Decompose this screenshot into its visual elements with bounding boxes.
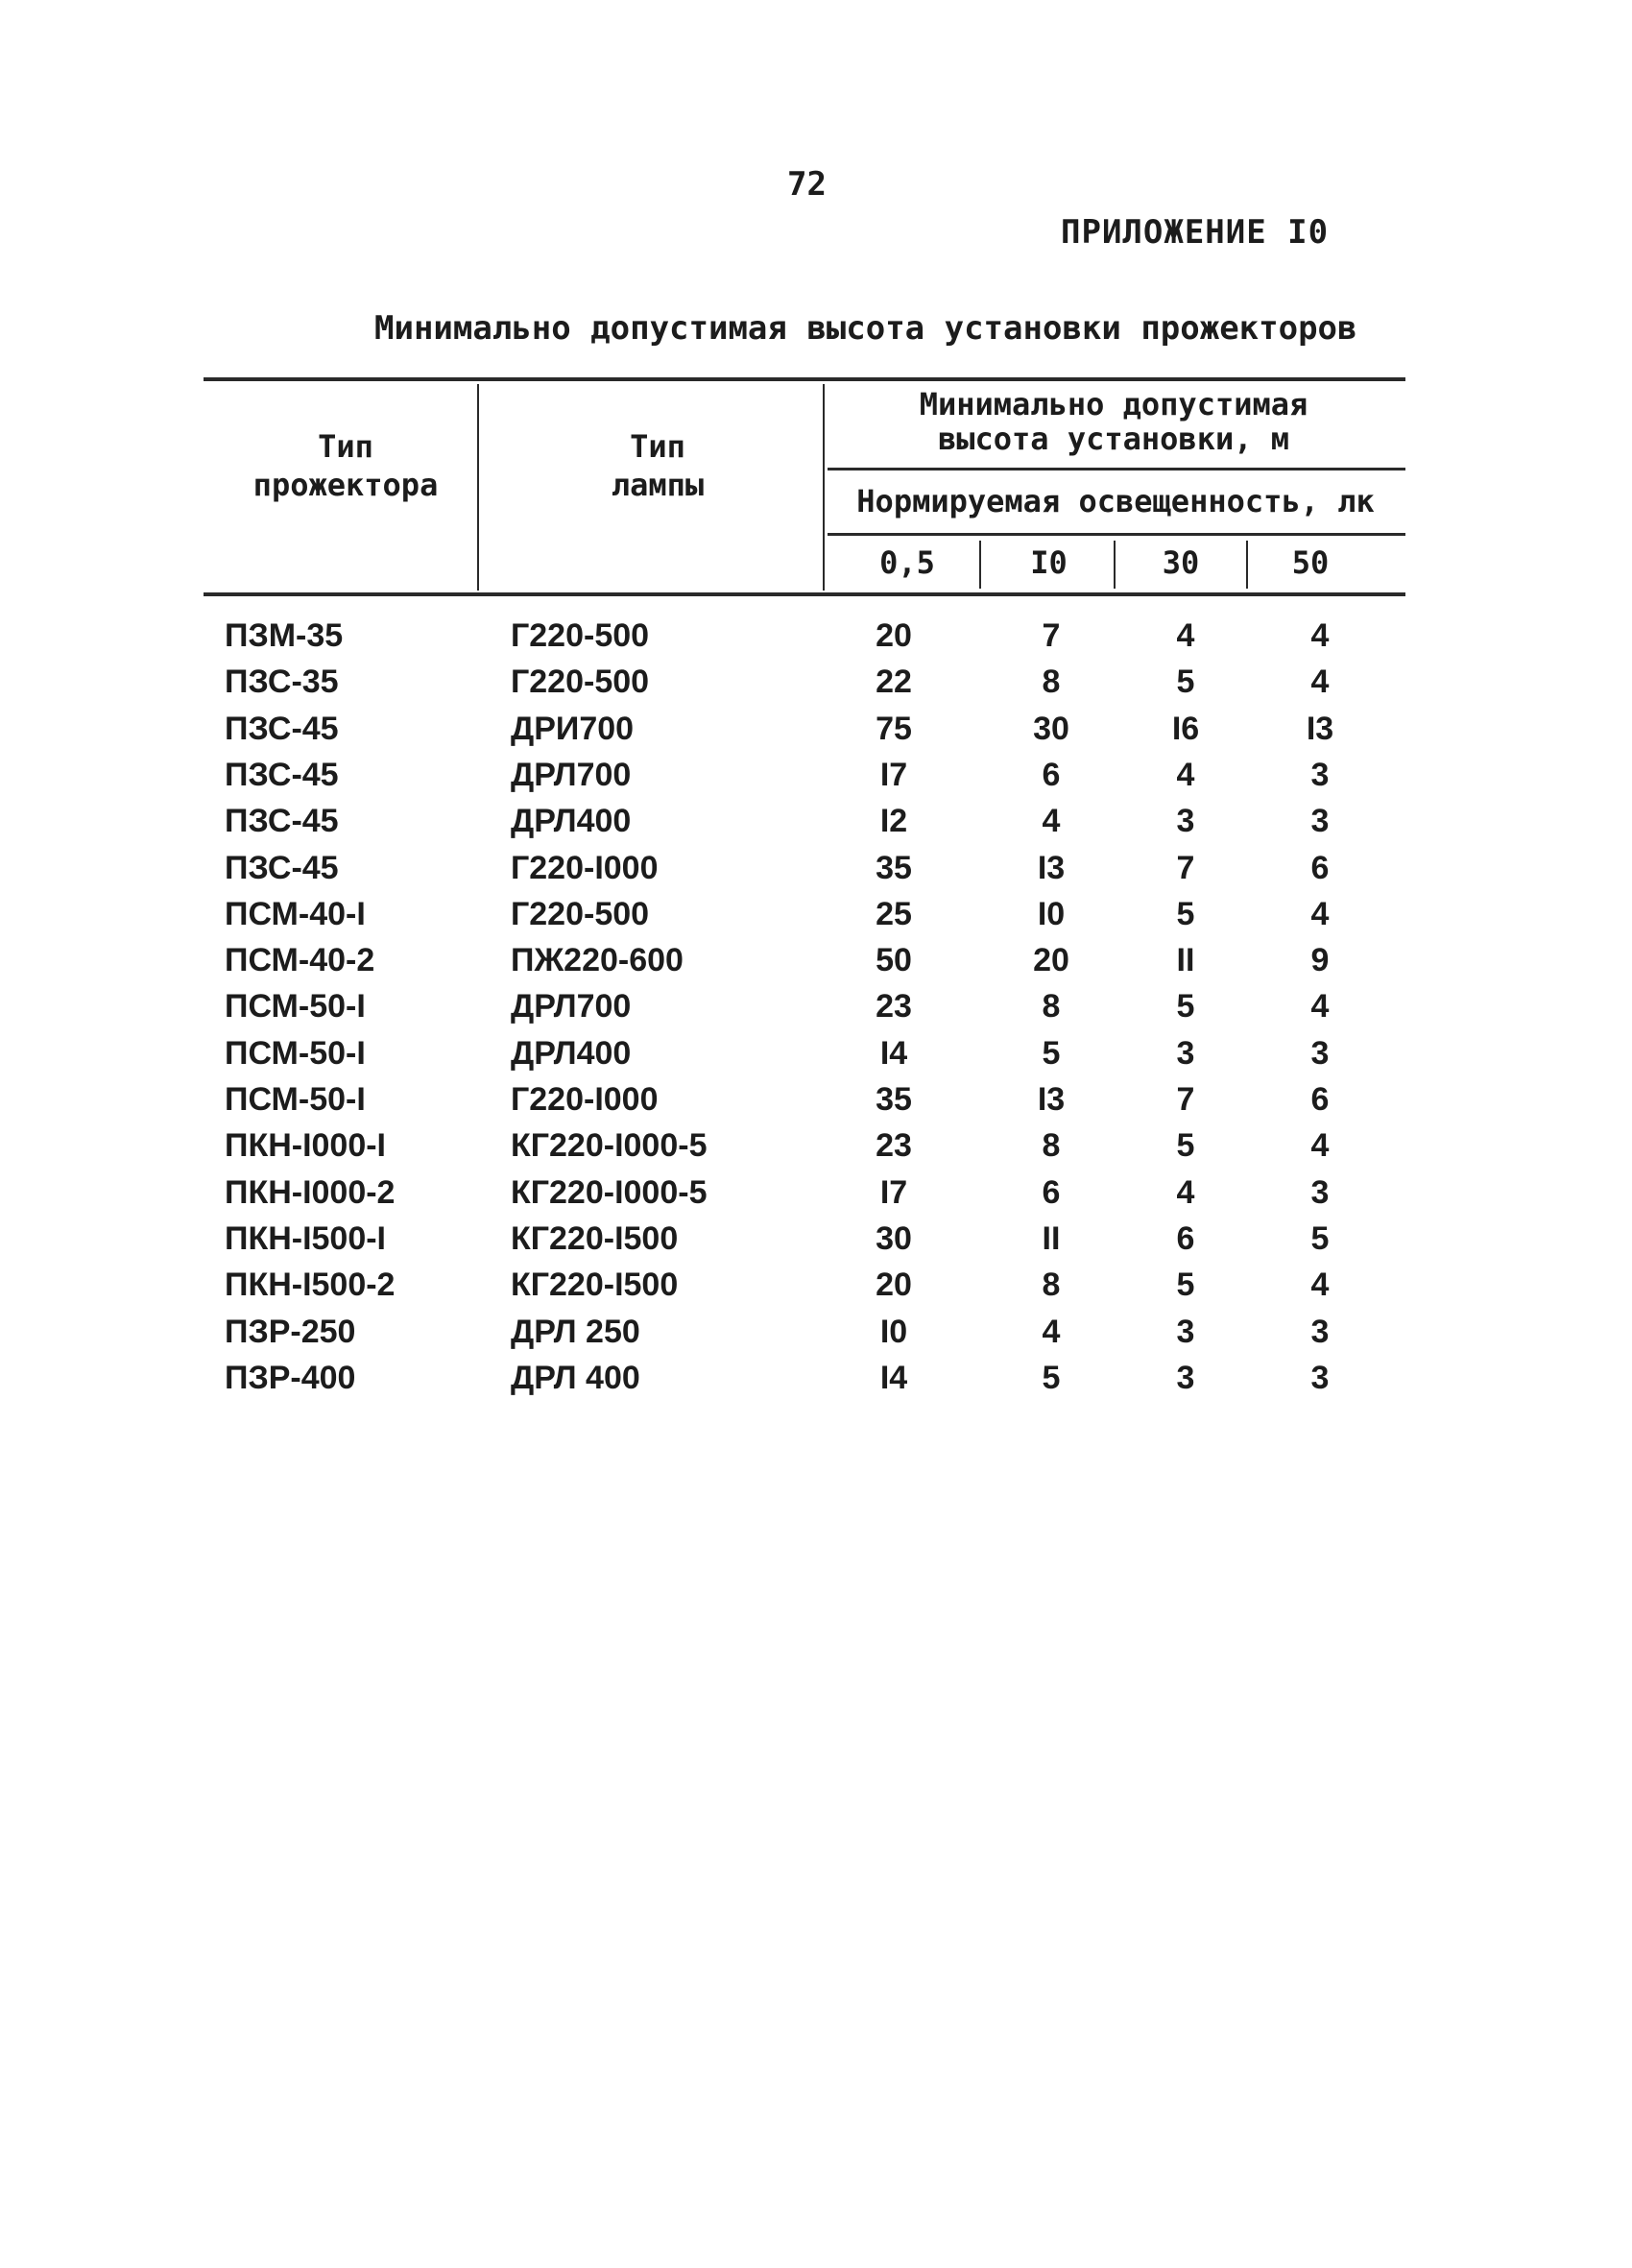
lamp-type-cell: ДРЛ400 xyxy=(511,1034,632,1072)
header-separator-5 xyxy=(1246,541,1248,589)
height-value-cell: 4 xyxy=(1176,756,1195,793)
projector-type-cell: ПКН-I000-2 xyxy=(225,1173,396,1211)
height-value-cell: 7 xyxy=(1176,849,1195,886)
height-value-cell: I0 xyxy=(1037,895,1066,932)
header-lamp-type-line2: лампы xyxy=(611,467,705,503)
table-title: Минимально допустимая высота установки прожекторов xyxy=(374,309,1357,348)
header-projector-type xyxy=(221,427,470,504)
height-value-cell: 4 xyxy=(1310,1127,1330,1165)
header-sub-rule xyxy=(828,468,1405,470)
height-value-cell: I2 xyxy=(879,803,908,840)
projector-type-cell: ПСМ-40-I xyxy=(225,895,366,932)
height-value-cell: 4 xyxy=(1310,664,1330,701)
height-value-cell: 7 xyxy=(1176,1081,1195,1118)
projector-type-cell: ПКН-I500-2 xyxy=(225,1267,396,1304)
height-value-cell: 30 xyxy=(876,1219,912,1257)
projector-type-cell: ПКН-I000-I xyxy=(225,1127,387,1165)
height-value-cell: 4 xyxy=(1310,617,1330,654)
table-row xyxy=(0,1309,1632,1355)
table-row xyxy=(0,1122,1632,1169)
header-min-height-line2: высота установки, м xyxy=(937,421,1290,457)
height-value-cell: 5 xyxy=(1310,1219,1330,1257)
header-illuminance: Нормируемая освещенность, лк xyxy=(856,483,1375,519)
height-value-cell: 25 xyxy=(876,895,912,932)
height-value-cell: I3 xyxy=(1037,849,1066,886)
projector-type-cell: ПЗС-45 xyxy=(225,756,339,793)
projector-type-cell: ПЗР-400 xyxy=(225,1359,356,1396)
header-separator-4 xyxy=(1114,541,1116,589)
header-lamp-type-line1: Тип xyxy=(630,428,685,465)
projector-type-cell: ПЗМ-35 xyxy=(225,617,344,654)
height-value-cell: 6 xyxy=(1042,1173,1061,1211)
height-value-cell: I6 xyxy=(1171,710,1200,747)
height-value-cell: 5 xyxy=(1176,1267,1195,1304)
height-value-cell: 3 xyxy=(1310,756,1330,793)
lamp-type-cell: ДРЛ700 xyxy=(511,756,632,793)
height-value-cell: 35 xyxy=(876,849,912,886)
height-value-cell: I4 xyxy=(879,1359,908,1396)
projector-type-cell: ПСМ-50-I xyxy=(225,988,366,1025)
header-level-1: I0 xyxy=(1030,544,1068,581)
height-value-cell: 6 xyxy=(1310,1081,1330,1118)
height-value-cell: 75 xyxy=(876,710,912,747)
height-value-cell: 6 xyxy=(1042,756,1061,793)
projector-type-cell: ПСМ-50-I xyxy=(225,1081,366,1118)
header-separator-2 xyxy=(823,384,825,591)
lamp-type-cell: ДРИ700 xyxy=(511,710,635,747)
height-value-cell: 3 xyxy=(1176,1034,1195,1072)
header-separator-3 xyxy=(979,541,981,589)
table-top-rule xyxy=(204,377,1405,381)
projector-type-cell: ПСМ-50-I xyxy=(225,1034,366,1072)
height-value-cell: 5 xyxy=(1176,1127,1195,1165)
height-value-cell: 7 xyxy=(1042,617,1061,654)
lamp-type-cell: ДРЛ 250 xyxy=(511,1313,640,1350)
height-value-cell: 3 xyxy=(1176,1313,1195,1350)
table-row xyxy=(0,845,1632,891)
header-bottom-rule xyxy=(204,592,1405,596)
height-value-cell: 23 xyxy=(876,1127,912,1165)
height-value-cell: 50 xyxy=(876,942,912,979)
height-value-cell: 4 xyxy=(1042,1313,1061,1350)
height-value-cell: I3 xyxy=(1306,710,1334,747)
header-min-height xyxy=(845,387,1382,456)
lamp-type-cell: КГ220-I500 xyxy=(511,1267,679,1304)
height-value-cell: 3 xyxy=(1176,803,1195,840)
height-value-cell: I7 xyxy=(879,756,908,793)
header-level-2: 30 xyxy=(1162,544,1200,581)
lamp-type-cell: Г220-500 xyxy=(511,664,650,701)
lamp-type-cell: Г220-500 xyxy=(511,895,650,932)
lamp-type-cell: ПЖ220-600 xyxy=(511,942,684,979)
projector-type-cell: ПЗР-250 xyxy=(225,1313,356,1350)
table-row xyxy=(0,752,1632,798)
page-number: 72 xyxy=(787,165,827,204)
table-row xyxy=(0,706,1632,752)
height-value-cell: I7 xyxy=(879,1173,908,1211)
header-sub-rule-2 xyxy=(828,533,1405,536)
table-row xyxy=(0,659,1632,705)
height-value-cell: 4 xyxy=(1042,803,1061,840)
height-value-cell: 23 xyxy=(876,988,912,1025)
height-value-cell: 20 xyxy=(876,617,912,654)
header-projector-type-line2: прожектора xyxy=(252,467,439,503)
height-value-cell: 8 xyxy=(1042,664,1061,701)
height-value-cell: 4 xyxy=(1310,895,1330,932)
projector-type-cell: ПЗС-45 xyxy=(225,710,339,747)
lamp-type-cell: Г220-I000 xyxy=(511,1081,659,1118)
appendix-label: ПРИЛОЖЕНИЕ I0 xyxy=(1061,213,1330,252)
height-value-cell: 22 xyxy=(876,664,912,701)
height-value-cell: 4 xyxy=(1310,988,1330,1025)
height-value-cell: 35 xyxy=(876,1081,912,1118)
height-value-cell: 5 xyxy=(1176,895,1195,932)
header-level-3: 50 xyxy=(1291,544,1330,581)
table-row xyxy=(0,1170,1632,1216)
height-value-cell: 4 xyxy=(1176,617,1195,654)
height-value-cell: 3 xyxy=(1310,1034,1330,1072)
table-row xyxy=(0,983,1632,1029)
height-value-cell: 9 xyxy=(1310,942,1330,979)
header-level-0: 0,5 xyxy=(879,544,935,581)
height-value-cell: 5 xyxy=(1042,1034,1061,1072)
table-row xyxy=(0,937,1632,983)
height-value-cell: I4 xyxy=(879,1034,908,1072)
height-value-cell: 5 xyxy=(1042,1359,1061,1396)
height-value-cell: 6 xyxy=(1310,849,1330,886)
height-value-cell: 20 xyxy=(876,1267,912,1304)
height-value-cell: 6 xyxy=(1176,1219,1195,1257)
lamp-type-cell: ДРЛ 400 xyxy=(511,1359,640,1396)
header-lamp-type xyxy=(538,427,778,504)
projector-type-cell: ПЗС-35 xyxy=(225,664,339,701)
height-value-cell: 3 xyxy=(1310,803,1330,840)
lamp-type-cell: ДРЛ700 xyxy=(511,988,632,1025)
projector-type-cell: ПСМ-40-2 xyxy=(225,942,375,979)
height-value-cell: 4 xyxy=(1176,1173,1195,1211)
table-row xyxy=(0,798,1632,844)
height-value-cell: 8 xyxy=(1042,1267,1061,1304)
height-value-cell: 3 xyxy=(1310,1359,1330,1396)
height-value-cell: 3 xyxy=(1310,1173,1330,1211)
table-row xyxy=(0,1076,1632,1122)
height-value-cell: I0 xyxy=(879,1313,908,1350)
header-separator-1 xyxy=(477,384,479,591)
table-row xyxy=(0,1030,1632,1076)
table-row xyxy=(0,1262,1632,1308)
height-value-cell: 5 xyxy=(1176,664,1195,701)
height-value-cell: II xyxy=(1176,942,1195,979)
height-value-cell: 3 xyxy=(1310,1313,1330,1350)
height-value-cell: 4 xyxy=(1310,1267,1330,1304)
height-value-cell: 5 xyxy=(1176,988,1195,1025)
header-min-height-line1: Минимально допустимая xyxy=(919,386,1308,422)
height-value-cell: 8 xyxy=(1042,988,1061,1025)
table-row xyxy=(0,1216,1632,1262)
projector-type-cell: ПЗС-45 xyxy=(225,803,339,840)
height-value-cell: II xyxy=(1042,1219,1061,1257)
lamp-type-cell: ДРЛ400 xyxy=(511,803,632,840)
height-value-cell: 3 xyxy=(1176,1359,1195,1396)
lamp-type-cell: Г220-I000 xyxy=(511,849,659,886)
height-value-cell: I3 xyxy=(1037,1081,1066,1118)
lamp-type-cell: КГ220-I000-5 xyxy=(511,1127,708,1165)
height-value-cell: 8 xyxy=(1042,1127,1061,1165)
lamp-type-cell: КГ220-I000-5 xyxy=(511,1173,708,1211)
projector-type-cell: ПЗС-45 xyxy=(225,849,339,886)
projector-type-cell: ПКН-I500-I xyxy=(225,1219,387,1257)
height-value-cell: 20 xyxy=(1033,942,1069,979)
height-value-cell: 30 xyxy=(1033,710,1069,747)
header-projector-type-line1: Тип xyxy=(318,428,373,465)
lamp-type-cell: Г220-500 xyxy=(511,617,650,654)
table-row xyxy=(0,1355,1632,1401)
table-row xyxy=(0,891,1632,937)
lamp-type-cell: КГ220-I500 xyxy=(511,1219,679,1257)
table-row xyxy=(0,613,1632,659)
